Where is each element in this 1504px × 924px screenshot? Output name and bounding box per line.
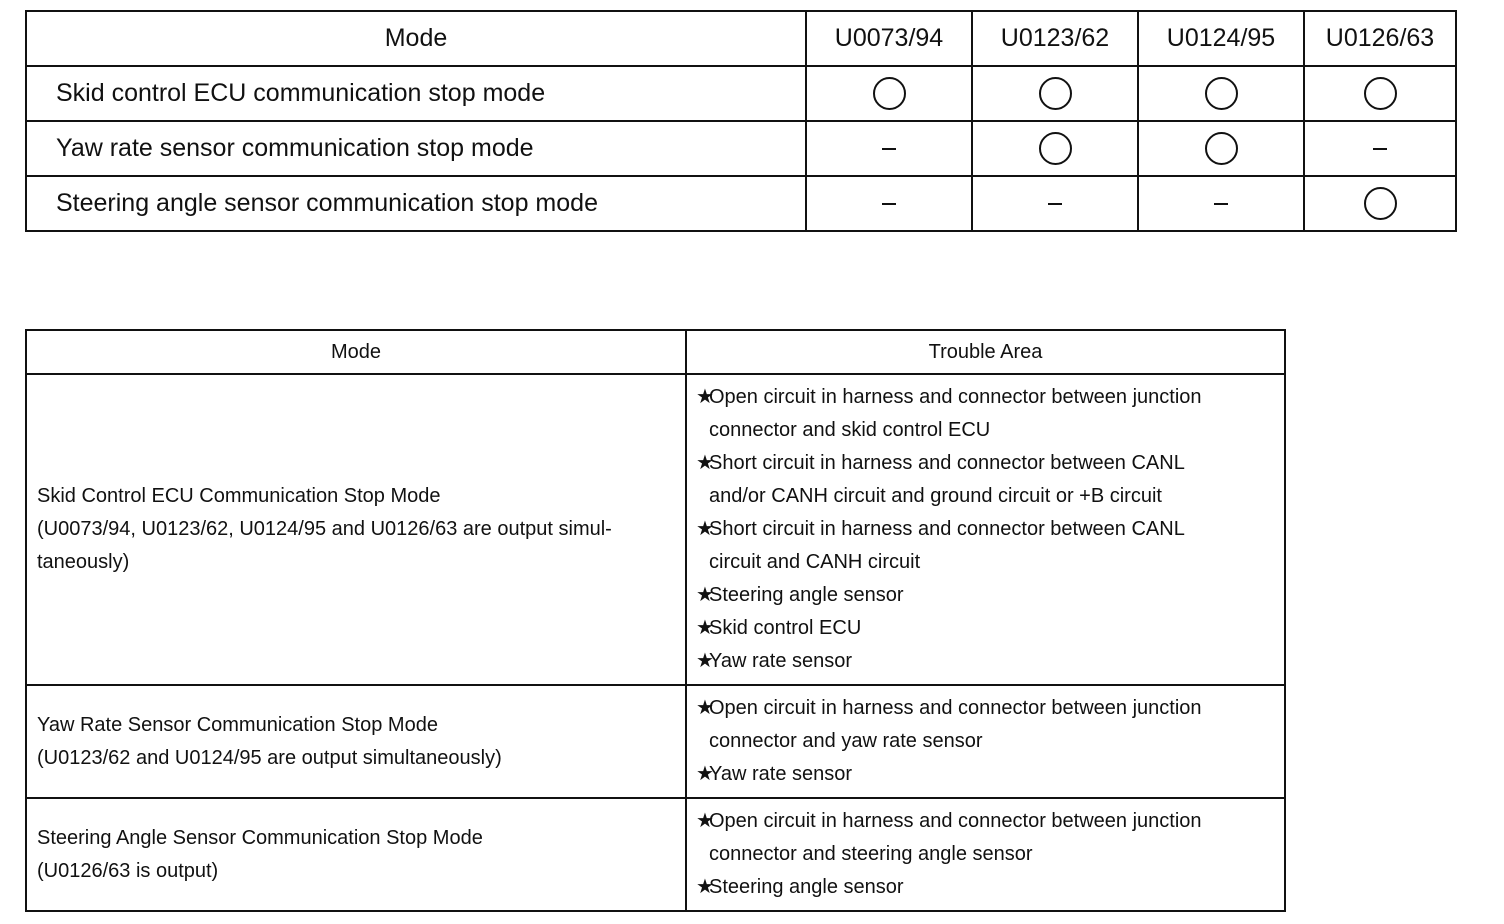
trouble-area-item xyxy=(697,381,1274,447)
matrix-row xyxy=(26,176,1456,231)
mode-line: (U0123/62 and U0124/95 are output simultaneously) xyxy=(37,746,502,769)
star-bullet-icon: ★ xyxy=(696,518,714,540)
area-line: Open circuit in harness and connector between junction xyxy=(709,697,1202,719)
mode-line: Skid Control ECU Communication Stop Mode xyxy=(37,485,441,507)
area-line: connector and yaw rate sensor xyxy=(709,730,983,752)
matrix-mark-cell xyxy=(972,176,1138,231)
matrix-mark-cell xyxy=(972,121,1138,176)
trouble-area-item xyxy=(697,645,1274,678)
mode-line: Yaw Rate Sensor Communication Stop Mode xyxy=(37,713,438,736)
area-line: Open circuit in harness and connector between junction xyxy=(709,386,1202,408)
trouble-header-mode: Mode xyxy=(26,330,686,374)
trouble-mode-description xyxy=(26,374,686,685)
matrix-header-dtc: U0073/94 xyxy=(806,11,972,66)
area-line: connector and steering angle sensor xyxy=(709,843,1033,865)
star-bullet-icon: ★ xyxy=(696,386,714,408)
matrix-mode-label: Yaw rate sensor communication stop mode xyxy=(26,121,806,176)
matrix-mode-label: Skid control ECU communication stop mode xyxy=(26,66,806,121)
trouble-area-table xyxy=(25,329,1286,912)
area-line: Open circuit in harness and connector between junction xyxy=(709,810,1202,832)
star-bullet-icon: ★ xyxy=(696,876,714,898)
matrix-mark-cell xyxy=(806,121,972,176)
star-bullet-icon: ★ xyxy=(696,452,714,474)
trouble-area-item xyxy=(697,692,1274,758)
area-line: Skid control ECU xyxy=(709,617,862,639)
matrix-header-row xyxy=(26,11,1456,66)
star-bullet-icon: ★ xyxy=(696,650,714,672)
mode-line: Steering Angle Sensor Communication Stop Mode xyxy=(37,826,483,849)
trouble-area-item xyxy=(697,579,1274,612)
matrix-mode-label: Steering angle sensor communication stop mode xyxy=(26,176,806,231)
trouble-row xyxy=(26,374,1285,685)
matrix-mark-cell xyxy=(1304,176,1456,231)
star-bullet-icon: ★ xyxy=(696,763,714,785)
dash-mark-icon xyxy=(1048,203,1062,205)
dash-mark-icon xyxy=(882,148,896,150)
dash-mark-icon xyxy=(882,203,896,205)
trouble-area-item xyxy=(697,447,1274,513)
circle-mark-icon xyxy=(1205,132,1238,165)
circle-mark-icon xyxy=(1039,132,1072,165)
matrix-mark-cell xyxy=(806,176,972,231)
matrix-mark-cell xyxy=(1304,121,1456,176)
circle-mark-icon xyxy=(1039,77,1072,110)
trouble-row xyxy=(26,798,1285,911)
area-line: Yaw rate sensor xyxy=(709,650,853,672)
trouble-area-item xyxy=(697,758,1274,791)
trouble-area-list xyxy=(686,798,1285,911)
area-line: circuit and CANH circuit xyxy=(709,551,921,573)
matrix-mark-cell xyxy=(972,66,1138,121)
matrix-mark-cell xyxy=(1304,66,1456,121)
trouble-header-area: Trouble Area xyxy=(686,330,1285,374)
dtc-mode-matrix-table xyxy=(25,10,1457,232)
star-bullet-icon: ★ xyxy=(696,810,714,832)
trouble-area-list xyxy=(686,374,1285,685)
area-line: connector and skid control ECU xyxy=(709,419,991,441)
trouble-area-list xyxy=(686,685,1285,798)
matrix-header-dtc: U0123/62 xyxy=(972,11,1138,66)
star-bullet-icon: ★ xyxy=(696,697,714,719)
mode-line: (U0126/63 is output) xyxy=(37,859,219,882)
matrix-mark-cell xyxy=(1138,176,1304,231)
mode-line: taneously) xyxy=(37,551,130,573)
matrix-mark-cell xyxy=(1138,121,1304,176)
area-line: Yaw rate sensor xyxy=(709,763,853,785)
area-line: Steering angle sensor xyxy=(709,584,904,606)
matrix-mark-cell xyxy=(1138,66,1304,121)
trouble-mode-description xyxy=(26,685,686,798)
dash-mark-icon xyxy=(1373,148,1387,150)
trouble-area-item xyxy=(697,871,1274,904)
area-line: Steering angle sensor xyxy=(709,876,904,898)
dash-mark-icon xyxy=(1214,203,1228,205)
star-bullet-icon: ★ xyxy=(696,617,714,639)
circle-mark-icon xyxy=(873,77,906,110)
area-line: Short circuit in harness and connector between CANL xyxy=(709,452,1185,474)
circle-mark-icon xyxy=(1364,77,1397,110)
trouble-area-item xyxy=(697,805,1274,871)
trouble-header-row xyxy=(26,330,1285,374)
trouble-mode-description xyxy=(26,798,686,911)
matrix-header-dtc: U0124/95 xyxy=(1138,11,1304,66)
matrix-mark-cell xyxy=(806,66,972,121)
star-bullet-icon: ★ xyxy=(696,584,714,606)
trouble-area-item xyxy=(697,513,1274,579)
area-line: and/or CANH circuit and ground circuit or +B circuit xyxy=(709,485,1162,507)
circle-mark-icon xyxy=(1364,187,1397,220)
circle-mark-icon xyxy=(1205,77,1238,110)
area-line: Short circuit in harness and connector between CANL xyxy=(709,518,1185,540)
trouble-row xyxy=(26,685,1285,798)
mode-line: (U0073/94, U0123/62, U0124/95 and U0126/63 are output simul- xyxy=(37,518,612,540)
matrix-header-mode: Mode xyxy=(26,11,806,66)
trouble-area-item xyxy=(697,612,1274,645)
matrix-header-dtc: U0126/63 xyxy=(1304,11,1456,66)
matrix-row xyxy=(26,121,1456,176)
matrix-row xyxy=(26,66,1456,121)
